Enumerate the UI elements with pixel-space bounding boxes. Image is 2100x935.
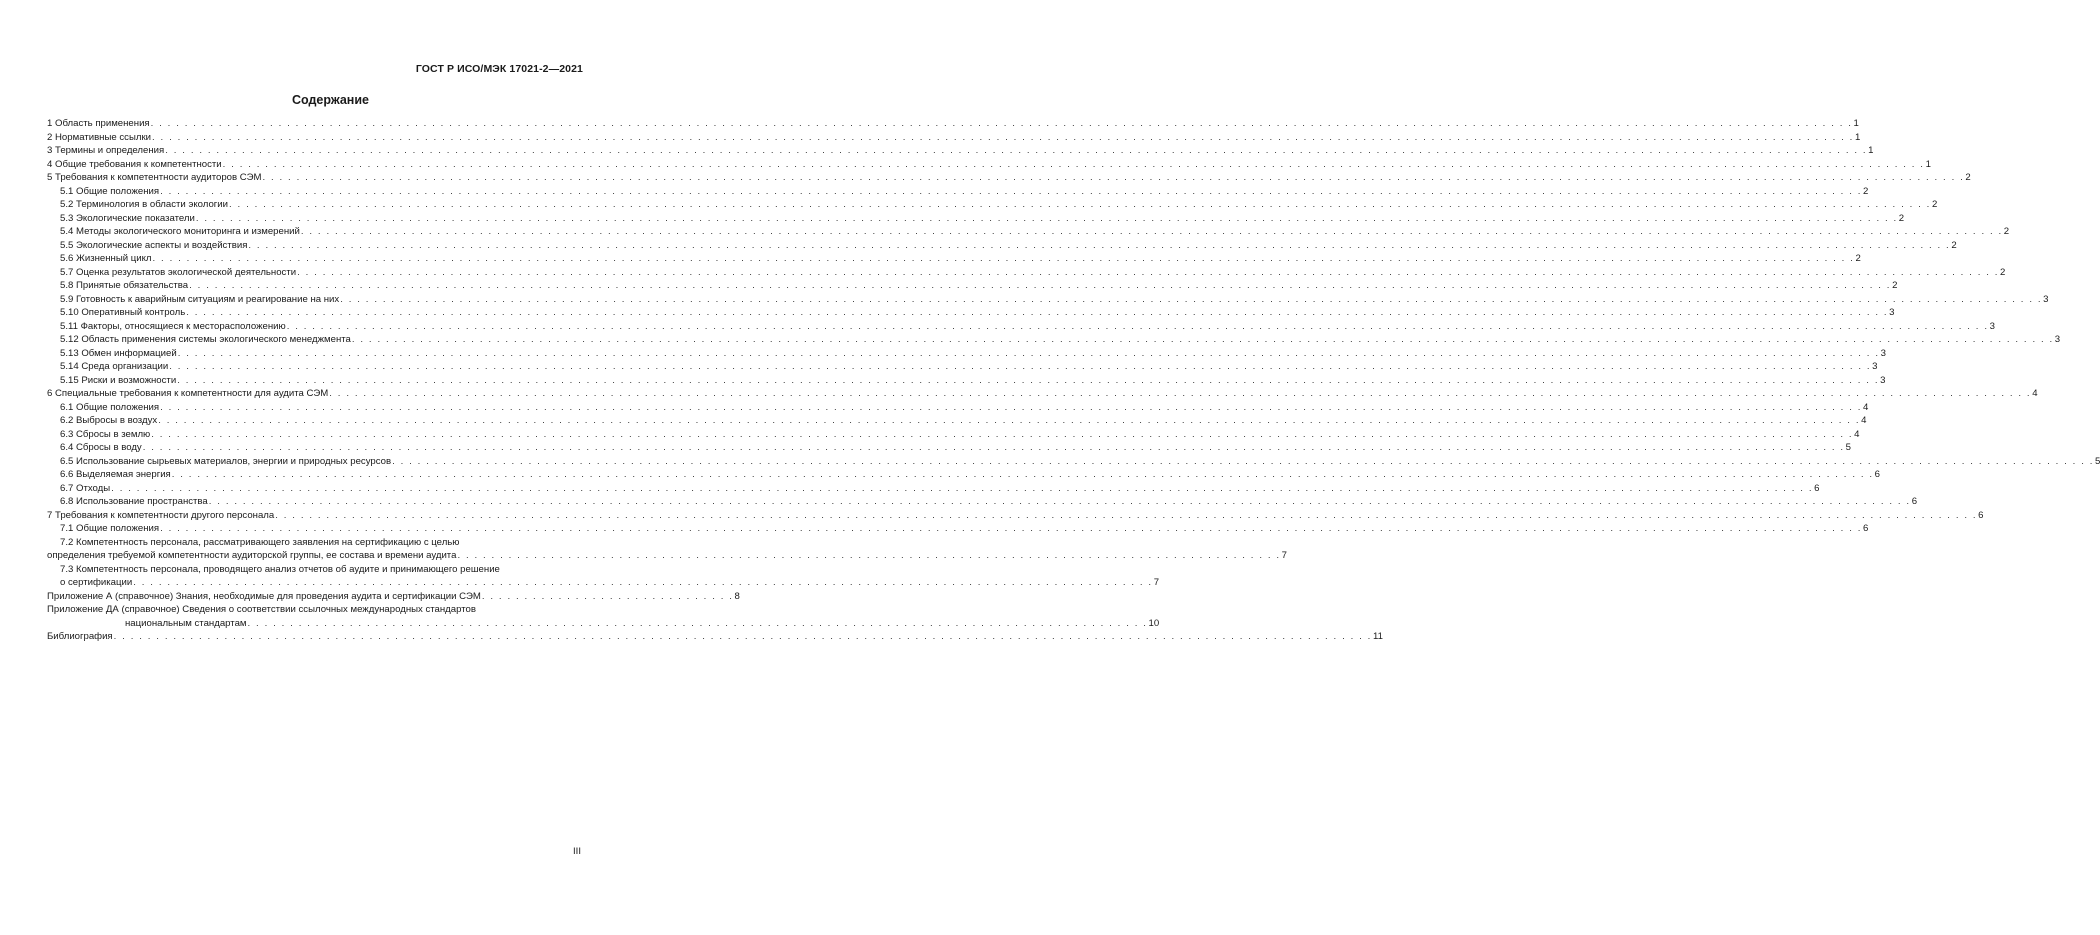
toc-entry-label: 5.8 Принятые обязательства [60, 280, 189, 291]
toc-entry-label: 5.11 Факторы, относящиеся к месторасположению [60, 320, 286, 332]
toc-entry-page: 1 [1868, 145, 1874, 156]
toc-entry[interactable] [47, 455, 2100, 469]
toc-entry[interactable] [47, 333, 2061, 347]
toc-entry[interactable] [47, 293, 2049, 307]
toc-entry-label: 5.3 Экологические показатели [60, 212, 195, 224]
table-of-contents [47, 117, 2100, 644]
toc-entry-page: 2 [2003, 226, 2010, 237]
toc-leader-dots: . . . . . . . . . . . . . . . . . . . . . . . . . . . . . . . . . . . . . . . . . . . . . . . . . . . . . . . . . . . . . . . . . . . . . . . . . . . . . . . . . . . . . . . . . . . . . . . . . . . . . . . . . . [247, 617, 1148, 629]
toc-entry-label: 5.4 Методы экологического мониторинга и измерений [60, 226, 300, 237]
toc-entry-7-3-line1: 7.3 Компетентность персонала, проводящего анализ отчетов об аудите и принимающего решение [60, 563, 500, 575]
toc-entry-label: 1 Область применения [47, 118, 150, 129]
toc-entry-appendix-da-line1: Приложение ДА (справочное) Сведения о соответствии ссылочных международных стандартов [47, 604, 476, 615]
toc-leader-dots: . . . . . . . . . . . . . . . . . . . . . . . . . . . . . . . . . . . . . . . . . . . . . . . . . . . . . . . . . . . . . . . . . . . . . . . . . . . . . . . . . . . . . . . . . . . . . . . . . [457, 550, 1281, 561]
toc-entry-appendix-da[interactable] [47, 617, 1160, 631]
toc-entry[interactable] [47, 279, 1898, 293]
toc-entry-label: 6.8 Использование пространства [60, 496, 208, 507]
toc-entry[interactable] [47, 401, 1869, 415]
toc-entry-page: 3 [1872, 361, 1878, 372]
toc-entry[interactable] [47, 428, 1860, 442]
toc-leader-dots: . . . . . . . . . . . . . . . . . . . . . . . . . . . . . . . . . . . . . . . . . . . . . . . . . . . . . . . . . . . . . . . . . . . . . . . . . . . . . . . . . . . . . . . . . . . . . . . . . . . . . . . . . . . . . . . . . . . . . . . . . . . . . . . . . . . . . . . . . . . . . . . . . . . . . . . . . . . . . . . . . . . . . . . . . . . . . . . . . . . . . . . . . . . . . . . . . . . . . . . . [262, 172, 1965, 183]
toc-leader-dots: . . . . . . . . . . . . . . . . . . . . . . . . . . . . . . [481, 590, 734, 602]
toc-leader-dots: . . . . . . . . . . . . . . . . . . . . . . . . . . . . . . . . . . . . . . . . . . . . . . . . . . . . . . . . . . . . . . . . . . . . . . . . . . . . . . . . . . . . . . . . . . . . . . . . . . . . . . . . . . . . . . . . . . . . . . . . . . . . . . . . . . . . . . . . . . . . . . . . . . . . . . . . . . . . . . . . . . . . . . . . . . . . . . . . . . . . . . . . . . . . . . . . . . . . . . . . [248, 239, 1951, 251]
toc-entry[interactable] [47, 158, 1931, 172]
toc-leader-dots: . . . . . . . . . . . . . . . . . . . . . . . . . . . . . . . . . . . . . . . . . . . . . . . . . . . . . . . . . . . . . . . . . . . . . . . . . . . . . . . . . . . . . . . . . . . . . . . . . . . . . . . . . . . . . . . . . . . . . . . . . . . . . . . . . . . . . . . . . . . . . . . . . . . . . . . . . . . . . . . . . . . . . . . . . . . . . . . . . . . . . . . . . . . . . . . . . . . . . . . . [165, 145, 1868, 156]
toc-leader-dots: . . . . . . . . . . . . . . . . . . . . . . . . . . . . . . . . . . . . . . . . . . . . . . . . . . . . . . . . . . . . . . . . . . . . . . . . . . . . . . . . . . . . . . . . . . . . . . . . . . . . . . . . . . . . . . . . . . . . . . . . . . . . . . . . . . . . . . . . . . . . . . . . . . . . . . . . . . . . . . . . . . . . . . . . . . . . . . . . . . . . . . . . . . . . . . . . . . . . . . . . [160, 523, 1862, 534]
toc-entry-label: 5.6 Жизненный цикл [60, 253, 152, 264]
toc-entry-page: 6 [1978, 509, 1984, 521]
toc-entry-label: 7.1 Общие положения [60, 523, 160, 534]
toc-entry[interactable] [47, 387, 2038, 401]
toc-entry-label: 5.1 Общие положения [60, 185, 160, 197]
toc-leader-dots: . . . . . . . . . . . . . . . . . . . . . . . . . . . . . . . . . . . . . . . . . . . . . . . . . . . . . . . . . . . . . . . . . . . . . . . . . . . . . . . . . . . . . . . . . . . . . . . . . . . . . . . . . . . . . . . . . . . . . . . . . . . . . . . . . . . . . . . . . . . . . . . . . . . . . . . . . . . . . . . . . . . . . . . . . . . . . . . . . . . . . . . . . . . . . . . . . . . . . . . . [340, 293, 2043, 305]
toc-entry[interactable] [47, 306, 1895, 320]
toc-entry[interactable] [47, 171, 1971, 185]
toc-entry-page: 7 [1281, 550, 1288, 561]
toc-entry[interactable] [47, 266, 2006, 280]
toc-entry-label: Приложение А (справочное) Знания, необходимые для проведения аудита и сертификации СЭМ [47, 590, 481, 602]
toc-entry-page: 2 [1898, 212, 1905, 224]
toc-entry-7-3[interactable] [47, 576, 1160, 590]
toc-leader-dots: . . . . . . . . . . . . . . . . . . . . . . . . . . . . . . . . . . . . . . . . . . . . . . . . . . . . . . . . . . . . . . . . . . . . . . . . . . . . . . . . . . . . . . . . . . . . . . . . . . . . . . . . . . . . . . . . . . . . . . . . . . . . . . . . . . . . . . . . . . . . . . . . . . . . . . . . . . . . . . . . . . . . . . . . . . . . . . . . . . . . . . . . . . . . . . . . . . . . . . . . [150, 118, 1853, 129]
toc-entry-page: 6 [1874, 469, 1881, 480]
toc-entry-label: о сертификации [60, 577, 133, 588]
toc-leader-dots: . . . . . . . . . . . . . . . . . . . . . . . . . . . . . . . . . . . . . . . . . . . . . . . . . . . . . . . . . . . . . . . . . . . . . . . . . . . . . . . . . . . . . . . . . . . . . . . . . . . . . . . . . . . . . . . . . . . . . . . . . . . . . . . . . . . . . . . . . . . . . . . . . . . . . . . . . . . . . . . . . . . . . . . . . . . . . . . . . . . . . . . . . . . . . . . . . . . . . . . . [222, 158, 1925, 170]
page-number: III [573, 846, 581, 857]
toc-entry-page: 11 [1372, 631, 1383, 642]
toc-entry[interactable] [47, 414, 1867, 428]
toc-leader-dots: . . . . . . . . . . . . . . . . . . . . . . . . . . . . . . . . . . . . . . . . . . . . . . . . . . . . . . . . . . . . . . . . . . . . . . . . . . . . . . . . . . . . . . . . . . . . . . . . . . . . . . . . . . . . . . . . . . . . . . . . . . . . . . . . . . . . . . . . . . . . . . . . . . . . . . . . . . . . . . . . . . . . . . . . . . . . . . . . . . . . . . . . . . . . . . . . . . . . . . . . [329, 388, 2032, 399]
toc-entry-page: 6 [1911, 496, 1918, 507]
toc-leader-dots: . . . . . . . . . . . . . . . . . . . . . . . . . . . . . . . . . . . . . . . . . . . . . . . . . . . . . . . . . . . . . . . . . . . . . . . . . . . . . . . . . . . . . . . . . . . . . . . . . . . . . . . . . . . . . . . . . . . . . . . . . . . . . . . . . . . . . . . . . . . . . . . . . . . . . . . . . . . . . . . . . . . . . . . . . . . . . . . . . . . . . . . . . . . . . . . . . . . . . . . . [275, 509, 1978, 521]
toc-entry-page: 3 [1880, 374, 1886, 386]
toc-entry-label: 5.2 Терминология в области экологии [60, 199, 229, 210]
toc-entry[interactable] [47, 374, 1886, 388]
toc-leader-dots: . . . . . . . . . . . . . . . . . . . . . . . . . . . . . . . . . . . . . . . . . . . . . . . . . . . . . . . . . . . . . . . . . . . . . . . . . . . . . . . . . . . . . . . . . . . . . . . . . . . . . . . . . . . . . . . . . . . . . . . . . . . . . . . . . . . . . . . . . . . . . . . . . . . . . . . . . . . . . . . . . . . . . . . . . . . . . . . . . . . . . . . . . . . . . . . . . . . . . . . . [229, 199, 1931, 210]
toc-entry-page: 1 [1853, 118, 1859, 129]
toc-entry-label: 6.3 Сбросы в землю [60, 428, 151, 440]
toc-entry[interactable] [47, 225, 2010, 239]
toc-leader-dots: . . . . . . . . . . . . . . . . . . . . . . . . . . . . . . . . . . . . . . . . . . . . . . . . . . . . . . . . . . . . . . . . . . . . . . . . . . . . . . . . . . . . . . . . . . . . . . . . . . . . . . . . . . . . . . . . . . . . . . . . . . . . . . . . . . . . . . . . . . . . . . . . . . . . . . . . . . . . . . . . . . . . . . . . . . . . . . . . . . . . . . . . . . . . . . . . . . . . . . . . [208, 496, 1911, 507]
toc-entry[interactable] [47, 198, 1938, 212]
toc-entry[interactable] [47, 144, 1874, 158]
toc-entry[interactable] [47, 495, 1918, 509]
toc-entry[interactable] [47, 131, 1861, 145]
toc-entry-label: 6.2 Выбросы в воздух [60, 415, 158, 426]
toc-leader-dots: . . . . . . . . . . . . . . . . . . . . . . . . . . . . . . . . . . . . . . . . . . . . . . . . . . . . . . . . . . . . . . . . . . . . . . . . . . . . . . . . . . . . . . . . . . . . . . . . . . . . . . . . . . . . . . . . . . . . . . . . . . . . . . . . . . . . . . . . . . . . . . . . . . . . . . . . . . . . . . . . . . . . . . . . . . . . . . . . . . . . . . . . . . . . . . . . . . . . . . . . [169, 361, 1872, 372]
toc-leader-dots: . . . . . . . . . . . . . . . . . . . . . . . . . . . . . . . . . . . . . . . . . . . . . . . . . . . . . . . . . . . . . . . . . . . . . . . . . . . . . . . . . . . . . . . . . . . . . . . . . . . . . . . . . . . . . . . . . . . . . . . . . . . . . . . . . . . . . . . . . . . . . . . . . . . . . . . . . . . . . . . . . . . . . . . . . . . . . . . . . . . . . . . . . . . . . . . . . . . . . . . . [286, 320, 1989, 332]
toc-entry-7-2[interactable] [47, 549, 1288, 563]
toc-entry-page: 4 [1863, 401, 1869, 413]
toc-entry[interactable] [47, 117, 1859, 131]
toc-leader-dots: . . . . . . . . . . . . . . . . . . . . . . . . . . . . . . . . . . . . . . . . . . . . . . . . . . . . . . . . . . . . . . . . . . . . . . . . . . . . . . . . . . . . . . . . . . . . . . . . . . . . . . . . . . . . . . . . . . . . . . . . . . . . . . . . . . . . . . . . . . . . . . . . . . . . . . . . . . . . . . . . . . . . . . . . . . . . . . . . . . . . . . . . . . . . . . . . . . . . . . . . [160, 401, 1862, 413]
toc-leader-dots: . . . . . . . . . . . . . . . . . . . . . . . . . . . . . . . . . . . . . . . . . . . . . . . . . . . . . . . . . . . . . . . . . . . . . . . . . . . . . . . . . . . . . . . . . . . . . . . . . . . . . . . . . . . . . . . . . . . . . . . . . . . . . . . . . . . . . . . . . . . . . . . . . . . . . . . . . . . . . . . . . . . . . . . . . . . . . . . . . . . . . . . . . . . . . . . . . . . . . . . . [177, 374, 1880, 386]
toc-entry-page: 1 [1925, 158, 1931, 170]
toc-entry-label: 5.12 Область применения системы экологического менеджмента [60, 334, 351, 345]
toc-entry[interactable] [47, 468, 1881, 482]
toc-entry-label: 5.15 Риски и возможности [60, 374, 177, 386]
toc-leader-dots: . . . . . . . . . . . . . . . . . . . . . . . . . . . . . . . . . . . . . . . . . . . . . . . . . . . . . . . . . . . . . . . . . . . . . . . . . . . . . . . . . . . . . . . . . . . . . . . . . . . . . . . . . . . . . . . . . . . . . . . . . . . . . . . . . . . . . . . . . . . . . . . . . . . . . . . . . . . . . . . . . . . . . . . . . . . . . . . . . . . . . . . . . . . . . . . . . . . . . . . . [158, 415, 1861, 426]
toc-entry[interactable] [47, 252, 1861, 266]
toc-entry-page: 2 [1892, 280, 1898, 291]
toc-entry-7-2-line1: 7.2 Компетентность персонала, рассматривающего заявления на сертификацию с целью [60, 536, 460, 548]
toc-entry-label: 4 Общие требования к компетентности [47, 158, 222, 170]
toc-leader-dots: . . . . . . . . . . . . . . . . . . . . . . . . . . . . . . . . . . . . . . . . . . . . . . . . . . . . . . . . . . . . . . . . . . . . . . . . . . . . . . . . . . . . . . . . . . . . . . . . . . . . . . . . . . . . . . . . . . . . . . . . . . . . . . . . . . . . . . . . . . . . . . . . . . . . . . . . . . . . . . . . . . . . . . . . . . . . . . . . . . . . . . . . . . . . . . . . . . . . . . . . [189, 280, 1892, 291]
toc-entry[interactable] [47, 347, 1886, 361]
toc-entry-label: определения требуемой компетентности аудиторской группы, ее состава и времени аудита [47, 550, 457, 561]
toc-entry-page: 3 [2054, 334, 2061, 345]
toc-entry-label: 2 Нормативные ссылки [47, 131, 152, 143]
toc-entry-bibliography[interactable] [47, 630, 1383, 644]
toc-entry-page: 3 [1889, 307, 1895, 318]
toc-entry[interactable] [47, 212, 1905, 226]
toc-entry-page: 2 [1931, 199, 1938, 210]
toc-entry-label: 5.9 Готовность к аварийным ситуациям и реагирование на них [60, 293, 340, 305]
toc-entry-page: 3 [1880, 347, 1886, 359]
toc-entry-page: 5 [2095, 455, 2100, 467]
toc-entry-page: 2 [1863, 185, 1869, 197]
toc-entry-label: 5.14 Среда организации [60, 361, 169, 372]
toc-entry-page: 4 [1854, 428, 1860, 440]
toc-entry[interactable] [47, 239, 1957, 253]
toc-leader-dots: . . . . . . . . . . . . . . . . . . . . . . . . . . . . . . . . . . . . . . . . . . . . . . . . . . . . . . . . . . . . . . . . . . . . . . . . . . . . . . . . . . . . . . . . . . . . . . . . . . . . . . . . . . . . . . . . . . . . . . . . . . . . . . . . . . . . . . . . . . . . . . . . . . . . . . . . . . . . . . . . . . . . . . . . . . . . . . . . . . . . . . . . . . . . . . . . . . . . . . . . [160, 185, 1862, 197]
toc-entry-page: 10 [1148, 617, 1160, 629]
toc-entry-page: 4 [2032, 388, 2038, 399]
toc-leader-dots: . . . . . . . . . . . . . . . . . . . . . . . . . . . . . . . . . . . . . . . . . . . . . . . . . . . . . . . . . . . . . . . . . . . . . . . . . . . . . . . . . . . . . . . . . . . . . . . . . . . . . . . . . . . . . . . . . . . . . . . . . . . . . . . . . . . . . . . . . . . . . . . . . . . . . . . . . . . . . . . . . . . . . . . . . . . . . . . . . . . . . . . . . . . . . . . . . . . . . . . . [186, 307, 1889, 318]
toc-entry-appendix-a[interactable] [47, 590, 740, 604]
toc-entry-label: 6.1 Общие положения [60, 401, 160, 413]
toc-entry-label: 5 Требования к компетентности аудиторов СЭМ [47, 172, 262, 183]
toc-entry-label: 6.7 Отходы [60, 482, 111, 494]
toc-entry-label: 5.13 Обмен информацией [60, 347, 177, 359]
toc-entry-page: 8 [734, 590, 740, 602]
toc-entry-label: 5.7 Оценка результатов экологической деятельности [60, 266, 297, 278]
toc-entry-label: 3 Термины и определения [47, 145, 165, 156]
toc-entry-label: национальным стандартам [125, 617, 247, 629]
page-title: Содержание [291, 93, 369, 107]
toc-leader-dots: . . . . . . . . . . . . . . . . . . . . . . . . . . . . . . . . . . . . . . . . . . . . . . . . . . . . . . . . . . . . . . . . . . . . . . . . . . . . . . . . . . . . . . . . . . . . . . . . . . . . . . . . . . . . . . . . . . . . . . . . . . . . . . . . . . . . . . . . . . . . . . . . . . . . . . . . . . . . . . . . . . . . . . . . . . . . . . . . . . . . . . . . . . . . . . . . . . . . . . . . [151, 428, 1854, 440]
toc-entry-page: 2 [1951, 239, 1957, 251]
toc-entry[interactable] [47, 185, 1869, 199]
toc-leader-dots: . . . . . . . . . . . . . . . . . . . . . . . . . . . . . . . . . . . . . . . . . . . . . . . . . . . . . . . . . . . . . . . . . . . . . . . . . . . . . . . . . . . . . . . . . . . . . . . . . . . . . . . . . . . . . . . . . . . . . . . . . . . . . . . . . . . . . . . . . . . . . . . . . . . . . . . . . . . . . . . . . . . . . . . . . . . . . . . . . . . . . . . . . . . . . . . . . . . . . . . . [142, 442, 1845, 453]
toc-entry-page: 3 [2043, 293, 2049, 305]
toc-entry[interactable] [47, 320, 1995, 334]
toc-entry-label: 6.6 Выделяемая энергия [60, 469, 171, 480]
toc-entry[interactable] [47, 522, 1869, 536]
toc-entry[interactable] [47, 360, 1878, 374]
toc-leader-dots: . . . . . . . . . . . . . . . . . . . . . . . . . . . . . . . . . . . . . . . . . . . . . . . . . . . . . . . . . . . . . . . . . . . . . . . . . . . . . . . . . . . . . . . . . . . . . . . . . . . . . . . . . . . . . . . . . . . . . . . . . . . . . . . . . . . . . . . . . . . . . . . . . . . . . . . . . . . . . . . . . . . . . . . . . . . . . . . . . . . . . . . . . . . . . . . . . . . . . . . . [351, 334, 2054, 345]
toc-entry[interactable] [47, 482, 1820, 496]
toc-leader-dots: . . . . . . . . . . . . . . . . . . . . . . . . . . . . . . . . . . . . . . . . . . . . . . . . . . . . . . . . . . . . . . . . . . . . . . . . . . . . . . . . . . . . . . . . . . . . . . . . . . . . . . . . . . . . . . . . . . . . . . . . . . . . . . . . . . . . . . . . . . . . . . . . . . . . . . . . . . . . . . . . . . . . . . . . . . . . . . . . . . . . . . . . . . . . . . . . . . . . . . . . [152, 253, 1855, 264]
toc-entry-label: 5.5 Экологические аспекты и воздействия [60, 239, 248, 251]
toc-leader-dots: . . . . . . . . . . . . . . . . . . . . . . . . . . . . . . . . . . . . . . . . . . . . . . . . . . . . . . . . . . . . . . . . . . . . . . . . . . . . . . . . . . . . . . . . . . . . . . . . . . . . . . . . . . . . . . . . . . . . . . . . . . . . . . . . . . . . . . . . . . . . . . . . . . . . . . . . . . . . . . . . . . . . . . . . . . . . . . . . . . . . . . . . . . . . . . . . . . . . . . . . [177, 347, 1880, 359]
toc-entry-page: 4 [1861, 415, 1867, 426]
toc-leader-dots: . . . . . . . . . . . . . . . . . . . . . . . . . . . . . . . . . . . . . . . . . . . . . . . . . . . . . . . . . . . . . . . . . . . . . . . . . . . . . . . . . . . . . . . . . . . . . . . . . . . . . . . . . . . . . . . . . . . . . . . . . . . . . . . . . . . . . . . . . . . . . . . . . . . . [113, 631, 1372, 642]
toc-entry-page: 3 [1989, 320, 1995, 332]
toc-leader-dots: . . . . . . . . . . . . . . . . . . . . . . . . . . . . . . . . . . . . . . . . . . . . . . . . . . . . . . . . . . . . . . . . . . . . . . . . . . . . . . . . . . . . . . . . . . . . . . . . . . . . . . . . . . . . . . . . . . . . . . . . . . . . . . . . . . . . . . . . . . . . . . . . . . . . . . . . . . . . . . . . . . . . . . . . . . . . . . . . . . . . . . . . . . . . . . . . . . . . . . . . [195, 212, 1898, 224]
toc-leader-dots: . . . . . . . . . . . . . . . . . . . . . . . . . . . . . . . . . . . . . . . . . . . . . . . . . . . . . . . . . . . . . . . . . . . . . . . . . . . . . . . . . . . . . . . . . . . . . . . . . . . . . . . . . . . . . . . . . . . . . . . . [133, 577, 1153, 588]
toc-leader-dots: . . . . . . . . . . . . . . . . . . . . . . . . . . . . . . . . . . . . . . . . . . . . . . . . . . . . . . . . . . . . . . . . . . . . . . . . . . . . . . . . . . . . . . . . . . . . . . . . . . . . . . . . . . . . . . . . . . . . . . . . . . . . . . . . . . . . . . . . . . . . . . . . . . . . . . . . . . . . . . . . . . . . . . . . . . . . . . . . . . . . . . . . . . . . . . . . . . . . . . . . [297, 266, 2000, 278]
toc-entry[interactable] [47, 509, 1984, 523]
toc-leader-dots: . . . . . . . . . . . . . . . . . . . . . . . . . . . . . . . . . . . . . . . . . . . . . . . . . . . . . . . . . . . . . . . . . . . . . . . . . . . . . . . . . . . . . . . . . . . . . . . . . . . . . . . . . . . . . . . . . . . . . . . . . . . . . . . . . . . . . . . . . . . . . . . . . . . . . . . . . . . . . . . . . . . . . . . . . . . . . . . . . . . . . . . . . . . . . . . . . . . . . . . . [300, 226, 2003, 237]
toc-entry-label: 6.5 Использование сырьевых материалов, энергии и природных ресурсов [60, 455, 392, 467]
toc-main-list [47, 117, 2100, 536]
toc-entry-page: 1 [1854, 131, 1861, 143]
toc-entry-label: 7 Требования к компетентности другого персонала [47, 509, 275, 521]
toc-entry-page: 2 [2000, 266, 2006, 278]
toc-entry[interactable] [47, 441, 1851, 455]
toc-entry-page: 2 [1965, 172, 1971, 183]
toc-entry-label: 5.10 Оперативный контроль [60, 307, 186, 318]
toc-entry-page: 6 [1814, 482, 1820, 494]
toc-leader-dots: . . . . . . . . . . . . . . . . . . . . . . . . . . . . . . . . . . . . . . . . . . . . . . . . . . . . . . . . . . . . . . . . . . . . . . . . . . . . . . . . . . . . . . . . . . . . . . . . . . . . . . . . . . . . . . . . . . . . . . . . . . . . . . . . . . . . . . . . . . . . . . . . . . . . . . . . . . . . . . . . . . . . . . . . . . . . . . . . . . . . . . . . . . . . . . . . . . . . . . . . [171, 469, 1874, 480]
toc-leader-dots: . . . . . . . . . . . . . . . . . . . . . . . . . . . . . . . . . . . . . . . . . . . . . . . . . . . . . . . . . . . . . . . . . . . . . . . . . . . . . . . . . . . . . . . . . . . . . . . . . . . . . . . . . . . . . . . . . . . . . . . . . . . . . . . . . . . . . . . . . . . . . . . . . . . . . . . . . . . . . . . . . . . . . . . . . . . . . . . . . . . . . . . . . . . . . . . . . . . . . . . . [392, 455, 2095, 467]
toc-entry-page: 7 [1153, 577, 1160, 588]
document-code: ГОСТ Р ИСО/МЭК 17021-2—2021 [415, 63, 583, 75]
toc-entry-label: 6.4 Сбросы в воду [60, 442, 142, 453]
toc-entry-label: Библиография [47, 631, 113, 642]
toc-entry-page: 6 [1863, 523, 1869, 534]
toc-entry-label: 6 Специальные требования к компетентности для аудита СЭМ [47, 388, 329, 399]
toc-leader-dots: . . . . . . . . . . . . . . . . . . . . . . . . . . . . . . . . . . . . . . . . . . . . . . . . . . . . . . . . . . . . . . . . . . . . . . . . . . . . . . . . . . . . . . . . . . . . . . . . . . . . . . . . . . . . . . . . . . . . . . . . . . . . . . . . . . . . . . . . . . . . . . . . . . . . . . . . . . . . . . . . . . . . . . . . . . . . . . . . . . . . . . . . . . . . . . . . . . . . . . . . [111, 482, 1814, 494]
toc-entry-page: 2 [1855, 253, 1861, 264]
toc-entry-page: 5 [1845, 442, 1851, 453]
toc-leader-dots: . . . . . . . . . . . . . . . . . . . . . . . . . . . . . . . . . . . . . . . . . . . . . . . . . . . . . . . . . . . . . . . . . . . . . . . . . . . . . . . . . . . . . . . . . . . . . . . . . . . . . . . . . . . . . . . . . . . . . . . . . . . . . . . . . . . . . . . . . . . . . . . . . . . . . . . . . . . . . . . . . . . . . . . . . . . . . . . . . . . . . . . . . . . . . . . . . . . . . . . . [152, 131, 1854, 143]
